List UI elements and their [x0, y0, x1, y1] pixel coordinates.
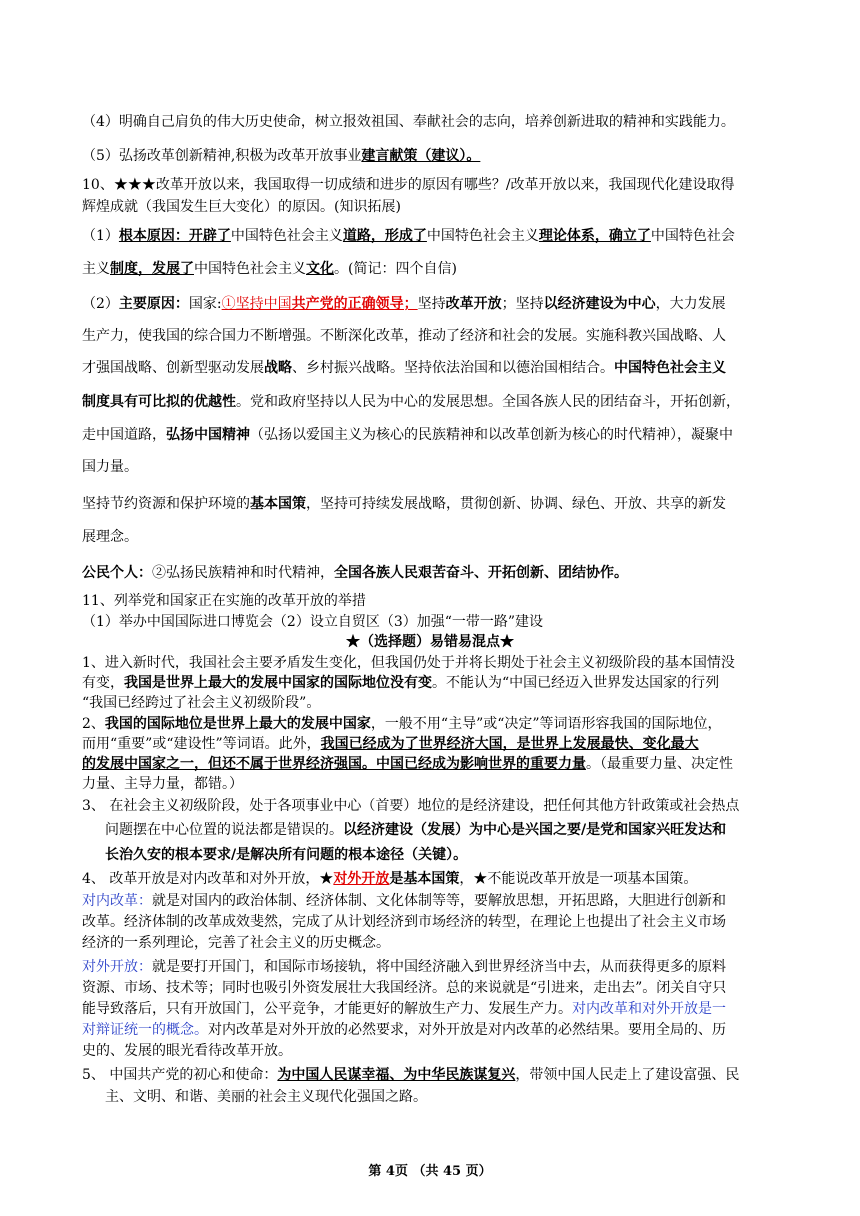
text-run: 2、 [82, 716, 105, 732]
error-2-line-1 [82, 714, 782, 734]
reason-2-line-1 [82, 294, 782, 314]
text-run: （1） [82, 228, 119, 244]
opening-line-1 [82, 957, 782, 977]
text-run: 有变， [82, 675, 124, 691]
text-run: 制度，发展了 [110, 261, 194, 277]
opening-line-5: 史的、发展的眼光看待改革开放。 [82, 1043, 292, 1059]
question-11-answer: （1）举办中国国际进口博览会（2）设立自贸区（3）加强“一带一路”建设 [82, 614, 544, 630]
text-run: 根本原因：开辟了 [118, 228, 231, 244]
error-1-line-2 [82, 673, 782, 693]
text-run: 道路，形成了 [342, 228, 427, 244]
text-run: 是基本国策 [389, 871, 460, 887]
text-run: 理论体系，确立了 [538, 228, 651, 244]
text-run: 基本国策 [250, 496, 306, 512]
opening-line-3 [82, 999, 782, 1019]
page-footer: 第 4页 （共 45 页） [368, 1164, 492, 1179]
citizen-line [82, 563, 782, 583]
reason-2-line-3 [82, 358, 782, 378]
text-run: 、乡村振兴战略。坚持依法治国和以德治国相结合。 [292, 360, 614, 376]
text-run: 国家: [188, 296, 222, 312]
text-run: 问题摆在中心位置的说法都是错误的。 [105, 822, 343, 838]
text-run: 中国特色社会主义 [194, 261, 306, 277]
text-run: （2） [82, 296, 119, 312]
text-run: 就是对国内的政治体制、经济体制、文化体制等等，要解放思想，开拓思路，大胆进行创新和 [152, 893, 726, 909]
text-run: 我国是世界上最大的发展中国家的国际地位没有变 [124, 675, 432, 691]
reason-2-line-4 [82, 392, 782, 412]
text-run: ①坚持中国 [221, 296, 292, 312]
text-run: 全国各族人民艰苦奋斗、开拓创新、团结协作。 [334, 565, 628, 581]
text-run: 就是要打开国门，和国际市场接轨，将中国经济融入到世界经济当中去，从而获得更多的原料 [152, 959, 726, 975]
error-5-line-2: 主、文明、和谐、美丽的社会主义现代化强国之路。 [105, 1089, 427, 1105]
text-run: 公民个人： [82, 565, 152, 581]
text-run: 对外开放： [82, 959, 152, 975]
text-run: 主要原因： [118, 296, 189, 312]
text-run: 制度具有可比拟的优越性 [82, 394, 236, 410]
text-run: 。（最重要力量、决定性 [586, 756, 733, 772]
opening-line-4 [82, 1020, 782, 1040]
text-run: ，带领中国人民走上了建设富强、民 [515, 1067, 740, 1083]
text-run: 坚持节约资源和保护环境的 [82, 496, 250, 512]
text-run: 对内改革： [82, 893, 152, 909]
text-run: ，一般不用“主导”或“决定”等词语形容我国的国际地位， [370, 716, 722, 732]
text-run: 能导致落后，只有开放国门，公平竞争，才能更好的解放生产力、发展生产力。 [82, 1001, 572, 1017]
text-run: 以经济建设（发展）为中心是兴国之要/是党和国家兴旺发达和 [343, 822, 727, 838]
question-11: 11、列举党和国家正在实施的改革开放的举措 [82, 593, 366, 609]
text-run: 对辩证统一的概念。 [82, 1022, 208, 1038]
text-run: 中国特色社会主义 [426, 228, 539, 244]
text-run: ，★不能说改革开放是一项基本国策。 [459, 871, 698, 887]
point-5 [82, 146, 782, 166]
text-run: 中国特色社会 [650, 228, 735, 244]
text-run: 共产党的正确领导； [291, 296, 418, 312]
text-run: 坚持 [417, 296, 446, 312]
reform-line-3: 经济的一系列理论，完善了社会主义的历史概念。 [82, 935, 390, 951]
text-run: 的发展中国家之一，但还不属于世界经济强国。中国已经成为影响世界的重要力量 [82, 756, 586, 772]
error-3-line-1: 3、 在社会主义初级阶段，处于各项事业中心（首要）地位的是经济建设，把任何其他方针政策或社会热点 [82, 798, 740, 814]
text-run: 我国已经成为了世界经济大国，是世界上发展最快、变化最大 [320, 736, 699, 752]
text-run: 而用“重要”或“建设性”等词语。此外， [82, 736, 321, 752]
text-run: 弘扬中国精神 [166, 427, 250, 443]
text-run: ，大力发展 [655, 296, 726, 312]
text-run: （弘扬以爱国主义为核心的民族精神和以改革创新为核心的时代精神），凝聚中 [250, 427, 733, 443]
text-run: 4、 改革开放是对内改革和对外开放，★ [82, 871, 334, 887]
reason-2-line-5 [82, 425, 782, 445]
text-run: ；坚持 [501, 296, 544, 312]
error-4-line [82, 869, 782, 889]
policy-line-2: 展理念。 [82, 529, 138, 545]
text-run: 中国特色社会主义 [230, 228, 343, 244]
text-run: ②弘扬民族精神和时代精神， [152, 565, 334, 581]
error-3-line-2 [105, 820, 805, 840]
error-2-line-4: 力量、主导力量，都错。） [82, 776, 243, 792]
opening-line-2: 资源、市场、技术等；同时也吸引外资发展壮大我国经济。总的来说就是“引进来，走出去”。闭关自守只 [82, 980, 727, 996]
reason-2-line-6: 国力量。 [82, 459, 138, 475]
text-run: ，坚持可持续发展战略，贯彻创新、协调、绿色、开放、共享的新发 [306, 496, 726, 512]
text-run: 。(简记：四个自信) [334, 261, 457, 277]
question-10-line-1: 10、★★★改革开放以来，我国取得一切成绩和进步的原因有哪些？/改革开放以来，我国现代化建设取得 [82, 177, 735, 193]
error-2-line-3 [82, 754, 782, 774]
error-1-line-1: 1、进入新时代，我国社会主要矛盾发生变化，但我国仍处于并将长期处于社会主义初级阶段的基本国情没 [82, 655, 735, 671]
text-run: 。党和政府坚持以人民为中心的发展思想。全国各族人民的团结奋斗，开拓创新， [236, 394, 740, 410]
text-run: 为中国人民谋幸福、为中华民族谋复兴 [277, 1067, 516, 1083]
text-run: 战略 [264, 360, 292, 376]
reform-line-2: 改革。经济体制的改革成效斐然，完成了从计划经济到市场经济的转型，在理论上也提出了社会主义市场 [82, 914, 726, 930]
point-5-text: （5）弘扬改革创新精神,积极为改革开放事业 [82, 148, 362, 164]
text-run: 主义 [82, 261, 110, 277]
text-run: 5、 中国共产党的初心和使命： [82, 1067, 278, 1083]
reason-2-line-2: 生产力，使我国的综合国力不断增强。不断深化改革，推动了经济和社会的发展。实施科教兴国战略、人 [82, 328, 726, 344]
text-run: 文化 [306, 261, 334, 277]
text-run: 走中国道路， [82, 427, 166, 443]
error-1-line-3: “我国已经跨过了社会主义初级阶段”。 [82, 695, 321, 711]
policy-line-1 [82, 494, 782, 514]
question-10-line-2: 辉煌成就（我国发生巨大变化）的原因。(知识拓展) [82, 199, 401, 215]
reason-1-line-2 [82, 259, 782, 279]
reason-1-line-1 [82, 226, 782, 246]
point-5-emphasis: 建言献策（建议）。 [361, 148, 481, 164]
text-run: 以经济建设为中心 [543, 296, 656, 312]
error-5-line-1 [82, 1065, 782, 1085]
error-2-line-2 [82, 734, 782, 754]
text-run: 对内改革和对外开放是一 [572, 1001, 726, 1017]
text-run: 中国特色社会主义 [614, 360, 726, 376]
text-run: 对外开放 [333, 871, 390, 887]
section-title: ★（选择题）易错易混点★ [346, 634, 514, 650]
text-run: 改革开放 [445, 296, 502, 312]
reform-line-1 [82, 891, 782, 911]
text-run: 对内改革是对外开放的必然要求，对外开放是对内改革的必然结果。要用全局的、历 [208, 1022, 726, 1038]
text-run: 才强国战略、创新型驱动发展 [82, 360, 264, 376]
error-3-line-3: 长治久安的根本要求/是解决所有问题的根本途径（关键）。 [105, 847, 468, 863]
point-4: （4）明确自己肩负的伟大历史使命，树立报效祖国、奉献社会的志向，培养创新进取的精神和实践能力。 [82, 114, 735, 130]
text-run: 。不能认为“中国已经迈入世界发达国家的行列 [432, 675, 720, 691]
text-run: 我国的国际地位是世界上最大的发展中国家 [104, 716, 371, 732]
